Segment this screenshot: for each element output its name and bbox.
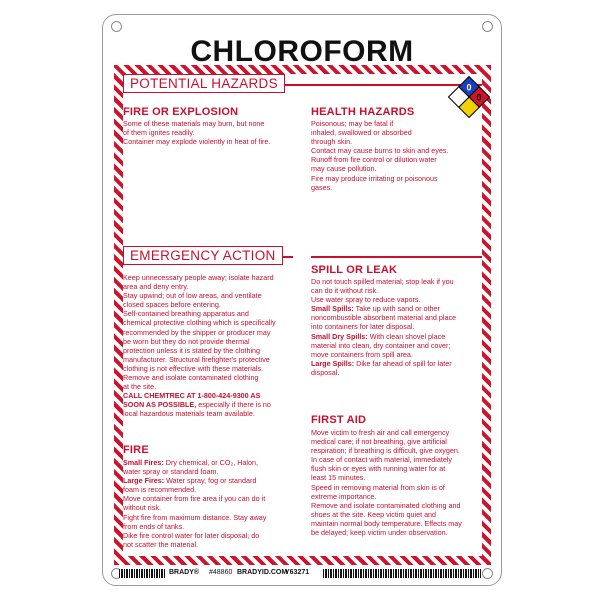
health-hazards-heading: HEALTH HAZARDS bbox=[311, 106, 415, 118]
mounting-hole-right bbox=[482, 21, 493, 32]
fire-explosion-heading: FIRE OR EXPLOSION bbox=[123, 106, 239, 118]
emergency-action-text: Keep unnecessary people away; isolate hazard area and deny entry. Stay upwind; out of low areas, and ventilate closed spaces before entering. Self-contained breathing apparatus and chemical protective clothing which is specifically recommended by the shipper or producer may be worn but they do not provide thermal protection unless it is stated by the clothing manufacturer. Structural firefighter's protective clothing is not effective with these materials. Remove and isolate contaminated clothing at the site. CALL CHEMTREC AT 1-800-424-9300 AS SOON AS POSSIBLE, especially if there is no local hazardous materials team available. bbox=[123, 273, 276, 419]
nfpa-diamond-icon bbox=[448, 76, 490, 118]
section-rule-spill bbox=[311, 256, 482, 258]
nfpa-health: 2 bbox=[456, 92, 462, 103]
nfpa-flammability: 0 bbox=[466, 82, 472, 93]
brand-site: BRADYID.COM bbox=[237, 569, 288, 576]
fire-explosion-text: Some of these materials may burn, but none of them ignites readily. Container may explode violently in heat of fire. bbox=[123, 119, 271, 147]
spill-leak-heading: SPILL OR LEAK bbox=[311, 264, 398, 276]
mounting-hole-bottom-right bbox=[482, 568, 493, 579]
sign-content bbox=[123, 74, 482, 556]
sign-footer bbox=[123, 567, 483, 581]
barcode-right-icon bbox=[323, 569, 481, 578]
mounting-hole-left bbox=[111, 21, 122, 32]
first-aid-heading: FIRST AID bbox=[311, 414, 367, 426]
barcode-left-icon bbox=[119, 569, 165, 578]
spill-leak-text: Do not touch spilled material; stop leak if you can do it without risk. Use water spray to reduce vapors. Small Spills: Take up with sand or other noncombustible absorbent material and place into containers for later disposal. Small Dry Spills: With clean shovel place material into clean, dry container and cover; move containers from spill area. Large Spills: Dike far ahead of spill for later disposal. bbox=[311, 277, 457, 377]
fire-text: Small Fires: Dry chemical, or CO₂, Halon, water spray or standard foam. Large Fires: Water spray, fog or standard foam is recommended. Move container from fire area if you can do it without risk. Fight fire from maximum distance. Stay away from ends of tanks. Dike fire control water for later disposal; do not scatter the material. bbox=[123, 458, 267, 549]
brand-logo: BRADY® bbox=[169, 569, 200, 576]
product-code: Y63271 bbox=[285, 569, 310, 576]
part-number: #48860 bbox=[209, 569, 233, 576]
first-aid-text: Move victim to fresh air and call emergency medical care; if not breathing, give artificial respiration; if breathing is difficult, give oxygen. In case of contact with material, immediately flush skin or eyes with running water for at least 15 minutes. Speed in removing material from skin is of extreme importance. Remove and isolate contaminated clothing and shoes at the site. Keep victim quiet and maintain normal body temperature. Effects may be delayed; keep victim under observation. bbox=[311, 428, 462, 538]
health-hazards-text: Poisonous; may be fatal if inhaled, swallowed or absorbed through skin. Contact may cause burns to skin and eyes. Runoff from fire control or dilution water may cause pollution. Fire may produce irritating or poisonous gases. bbox=[311, 119, 449, 192]
emergency-action-label: EMERGENCY ACTION bbox=[123, 246, 283, 265]
sign-title: CHLOROFORM bbox=[190, 35, 414, 68]
chloroform-sign bbox=[102, 14, 502, 586]
potential-hazards-label: POTENTIAL HAZARDS bbox=[123, 74, 285, 93]
fire-heading: FIRE bbox=[123, 444, 149, 456]
nfpa-reactivity: 0 bbox=[476, 92, 482, 103]
